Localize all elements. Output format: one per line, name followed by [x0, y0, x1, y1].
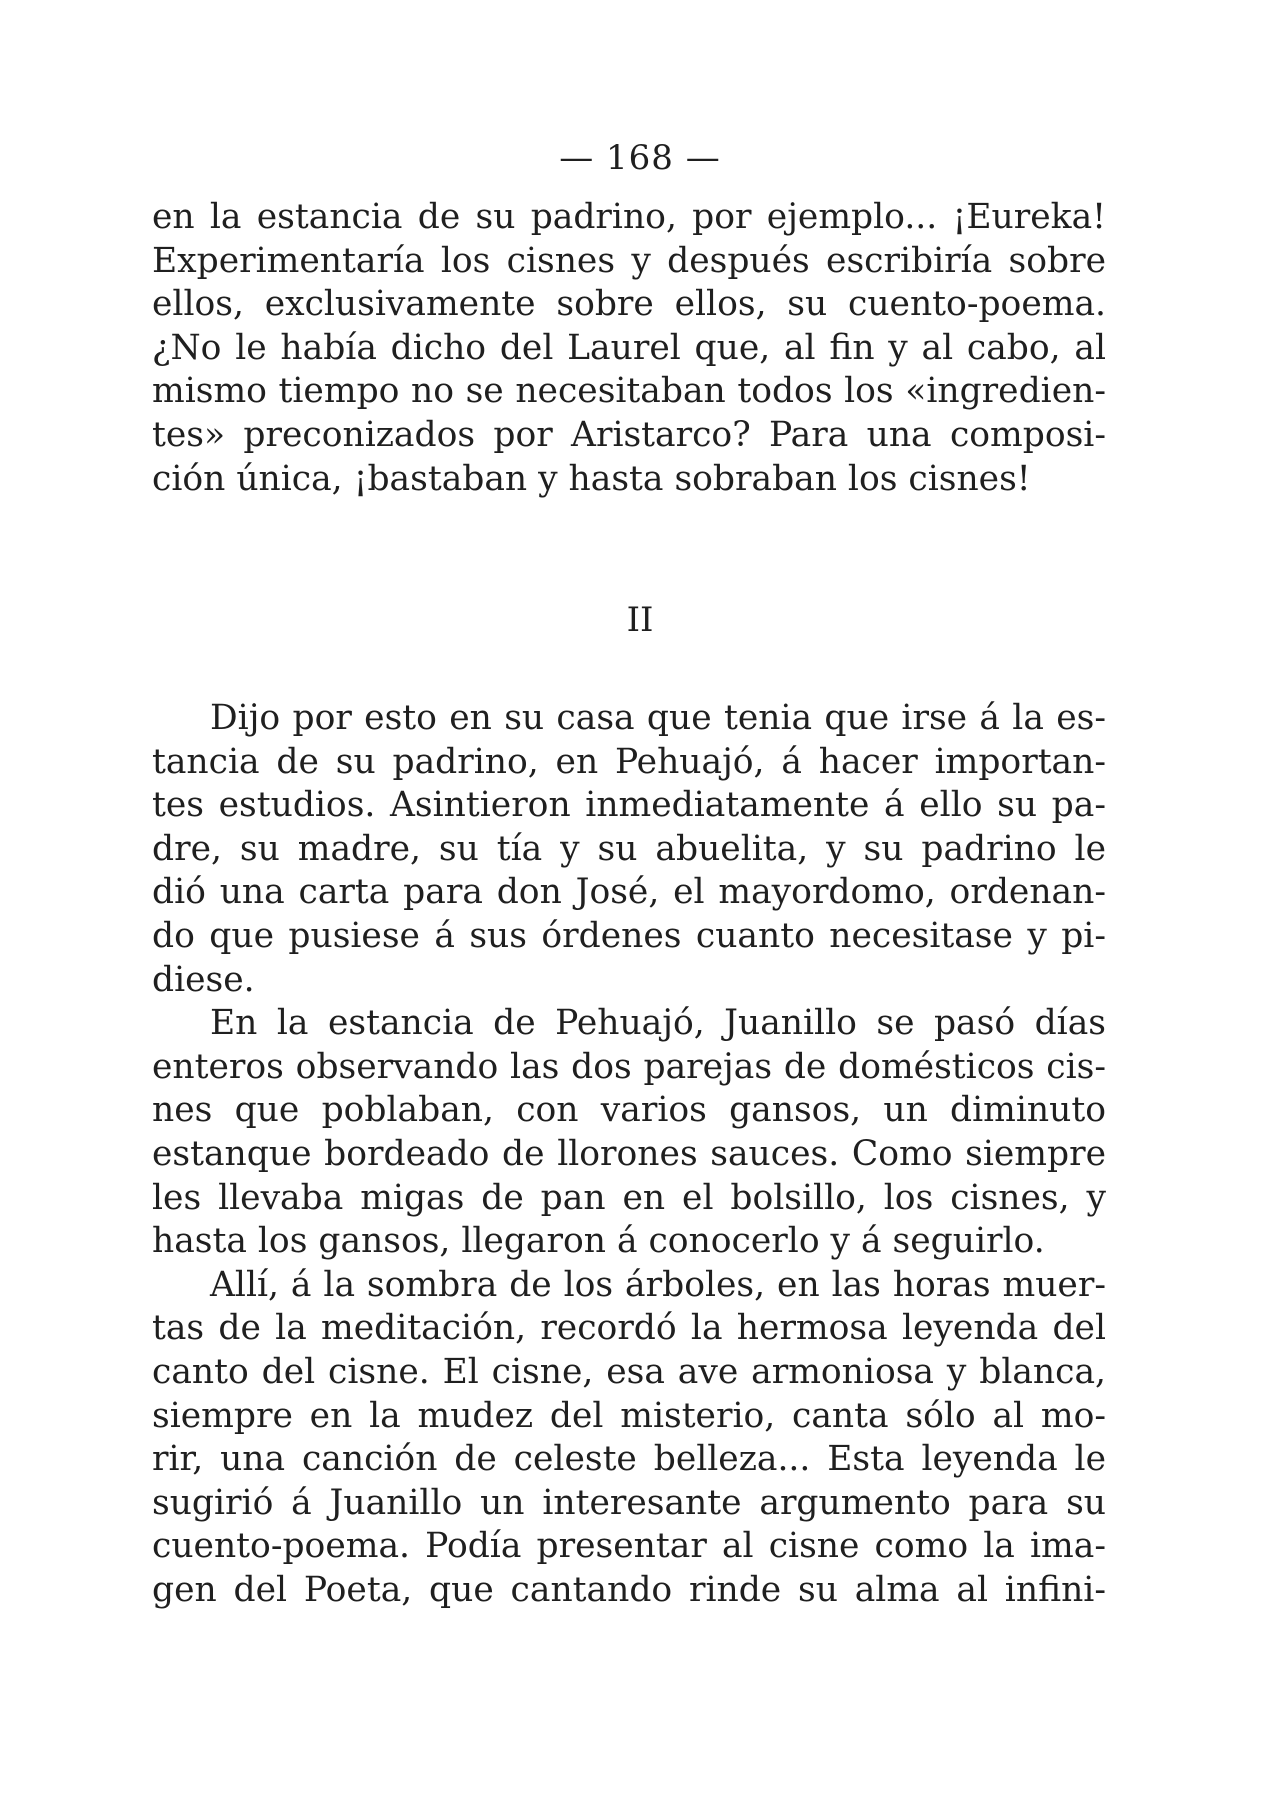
text-line: siempre en la mudez del misterio, canta sólo al mo- — [152, 1395, 1106, 1436]
section-heading: II — [626, 600, 654, 640]
paragraph-first-line: Allí, á la sombra de los árboles, en las horas muer- — [210, 1264, 1106, 1305]
page-number: — 168 — — [559, 138, 721, 178]
text-line: rir, una canción de celeste belleza... Esta leyenda le — [152, 1439, 1106, 1480]
text-line: tancia de su padrino, en Pehuajó, á hacer importan- — [152, 741, 1106, 782]
paragraph-first-line: Dijo por esto en su casa que tenia que irse á la es- — [210, 698, 1106, 738]
text-line: sugirió á Juanillo un interesante argumento para su — [152, 1482, 1106, 1523]
text-line: en la estancia de su padrino, por ejemplo... ¡Eureka! — [152, 197, 1106, 237]
text-line: ción única, ¡bastaban y hasta sobraban los cisnes! — [152, 458, 1031, 499]
text-line: dió una carta para don José, el mayordomo, ordenan- — [152, 872, 1106, 913]
text-line: tas de la meditación, recordó la hermosa leyenda del — [152, 1308, 1106, 1349]
text-line: nes que poblaban, con varios gansos, un diminuto — [152, 1090, 1106, 1131]
text-line: ellos, exclusivamente sobre ellos, su cuento-poema. — [152, 284, 1106, 325]
section-body — [152, 697, 1106, 1612]
text-line: dre, su madre, su tía y su abuelita, y su padrino le — [152, 828, 1106, 869]
text-line: mismo tiempo no se necesitaban todos los «ingredien- — [152, 371, 1106, 412]
paragraph-first-line: En la estancia de Pehuajó, Juanillo se pasó días — [210, 1003, 1106, 1044]
paragraph-continued — [152, 196, 1106, 501]
text-line: tes estudios. Asintieron inmediatamente á ello su pa- — [152, 785, 1106, 826]
text-line: diese. — [152, 959, 255, 1000]
text-line: do que pusiese á sus órdenes cuanto necesitase y pi- — [152, 915, 1106, 956]
text-line: estanque bordeado de llorones sauces. Como siempre — [152, 1133, 1106, 1174]
text-line: enteros observando las dos parejas de domésticos cis- — [152, 1046, 1106, 1087]
text-line: Experimentaría los cisnes y después escribiría sobre — [152, 240, 1106, 281]
text-line: les llevaba migas de pan en el bolsillo, los cisnes, y — [152, 1177, 1106, 1218]
text-line: gen del Poeta, que cantando rinde su alma al infini- — [152, 1569, 1106, 1610]
text-line: ¿No le había dicho del Laurel que, al fin y al cabo, al — [152, 327, 1106, 368]
text-line: tes» preconizados por Aristarco? Para una composi- — [152, 414, 1106, 455]
text-line: canto del cisne. El cisne, esa ave armoniosa y blanca, — [152, 1351, 1106, 1392]
text-line: cuento-poema. Podía presentar al cisne como la ima- — [152, 1526, 1106, 1567]
text-line: hasta los gansos, llegaron á conocerlo y á seguirlo. — [152, 1221, 1045, 1262]
